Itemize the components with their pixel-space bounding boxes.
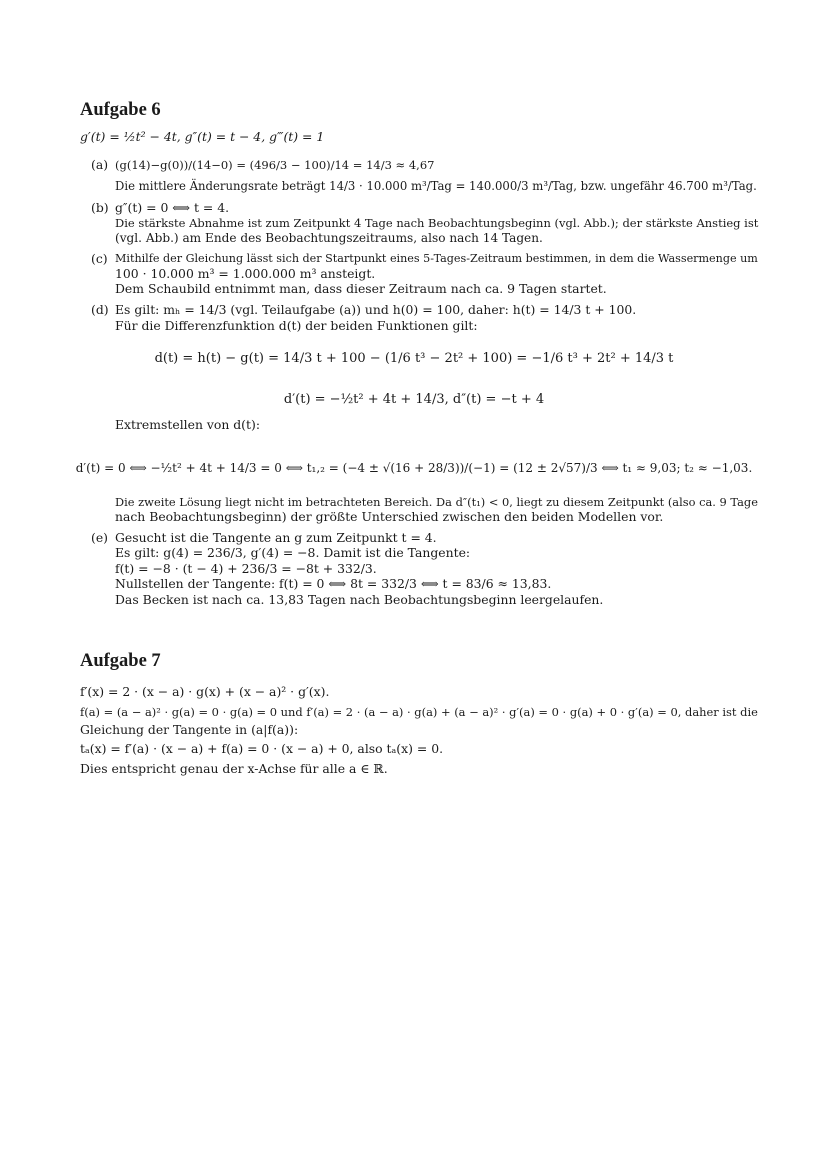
item-a-line1: (g(14)−g(0))/(14−0) = (496/3 − 100)/14 = 14/3 ≈ 4,67 [115,158,435,172]
equation-d-derivatives: d′(t) = −½t² + 4t + 14/3, d″(t) = −t + 4 [283,392,545,407]
item-a-line2: Die mittlere Änderungsrate beträgt 14/3 · 10.000 m³/Tag = 140.000/3 m³/Tag, bzw. ungefähr 46.700 m³/Tag. [115,179,757,193]
aufgabe7-line5: Dies entspricht genau der x-Achse für alle a ∈ ℝ. [80,761,388,776]
equation-d-difference: d(t) = h(t) − g(t) = 14/3 t + 100 − (1/6 t³ − 2t² + 100) = −1/6 t³ + 2t² + 14/3 t [154,351,674,366]
item-e-label: (e) [91,530,109,545]
item-c-line3: Dem Schaubild entnimmt man, dass dieser Zeitraum nach ca. 9 Tagen startet. [115,281,607,296]
item-d-line2: Für die Differenzfunktion d(t) der beiden Funktionen gilt: [115,318,478,333]
item-c-label: (c) [91,251,108,266]
item-e-line5: Das Becken ist nach ca. 13,83 Tagen nach Beobachtungsbeginn leergelaufen. [115,592,604,607]
item-c-line1: Mithilfe der Gleichung lässt sich der Startpunkt eines 5-Tages-Zeitraum bestimmen, in dem die Wassermenge um [115,252,758,265]
item-b-line3: (vgl. Abb.) am Ende des Beobachtungszeitraums, also nach 14 Tagen. [115,231,543,245]
item-e-line2: Es gilt: g(4) = 236/3, g′(4) = −8. Damit ist die Tangente: [115,545,471,560]
item-d-line1: Es gilt: mₕ = 14/3 (vgl. Teilaufgabe (a)) und h(0) = 100, daher: h(t) = 14/3 t + 100. [115,302,637,317]
item-b-label: (b) [91,200,109,215]
item-d-line4: Die zweite Lösung liegt nicht im betrachteten Bereich. Da d″(t₁) < 0, liegt zu diesem Zeitpunkt (also ca. 9 Tage [115,495,758,509]
item-b-line1: g″(t) = 0 ⟺ t = 4. [115,200,230,215]
aufgabe6-intro: g′(t) = ½t² − 4t, g″(t) = t − 4, g‴(t) = 1 [80,129,325,144]
aufgabe7-heading: Aufgabe 7 [80,651,161,671]
item-e-line1: Gesucht ist die Tangente an g zum Zeitpunkt t = 4. [115,530,437,545]
equation-d-extrema: d′(t) = 0 ⟺ −½t² + 4t + 14/3 = 0 ⟺ t₁,₂ = (−4 ± √(16 + 28/3))/(−1) = (12 ± 2√57)/3 ⟺ t₁ ≈ 9,03; t₂ ≈ −1,03. [75,461,753,475]
item-d-line3: Extremstellen von d(t): [115,417,260,432]
item-d-line5: nach Beobachtungsbeginn) der größte Unterschied zwischen den beiden Modellen vor. [115,509,664,524]
item-a-label: (a) [91,157,109,172]
aufgabe7-line4: tₐ(x) = f′(a) · (x − a) + f(a) = 0 · (x − a) + 0, also tₐ(x) = 0. [80,741,444,756]
item-c-line2: 100 · 10.000 m³ = 1.000.000 m³ ansteigt. [115,266,376,281]
aufgabe7-line3: Gleichung der Tangente in (a|f(a)): [80,722,299,737]
item-b-line2: Die stärkste Abnahme ist zum Zeitpunkt 4 Tage nach Beobachtungsbeginn (vgl. Abb.); der stärkste Anstieg ist [115,216,759,230]
aufgabe6-heading: Aufgabe 6 [80,100,161,120]
item-e-line4: Nullstellen der Tangente: f(t) = 0 ⟺ 8t = 332/3 ⟺ t = 83/6 ≈ 13,83. [115,576,552,591]
aufgabe7-line2: f(a) = (a − a)² · g(a) = 0 · g(a) = 0 und f′(a) = 2 · (a − a) · g(a) + (a − a)² · g′(a) = 0 · g(a) + 0 · g′(a) = 0, daher ist die [80,705,758,719]
aufgabe7-line1: f′(x) = 2 · (x − a) · g(x) + (x − a)² · g′(x). [80,684,330,699]
item-e-line3: f(t) = −8 · (t − 4) + 236/3 = −8t + 332/3. [115,561,377,576]
item-d-label: (d) [91,302,109,317]
